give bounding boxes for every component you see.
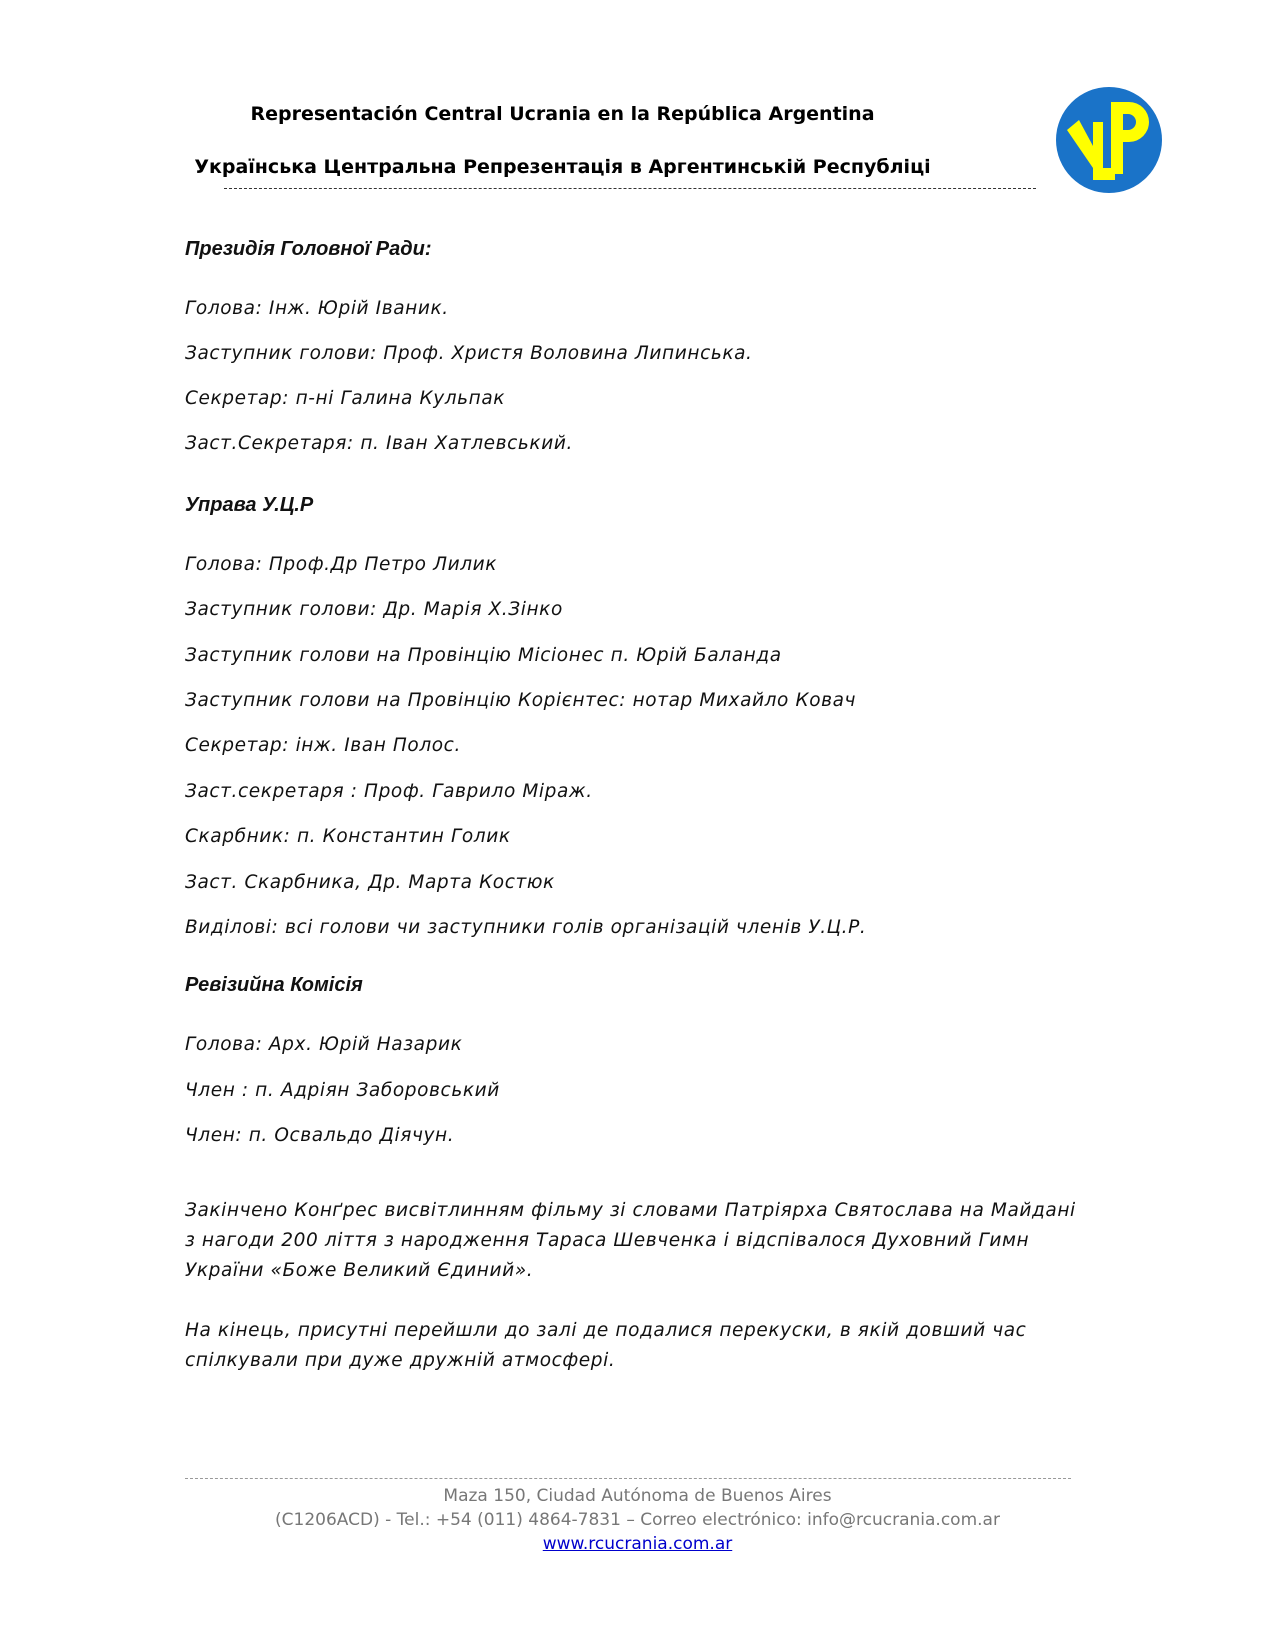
list-item: Заступник голови на Провінцію Місіонес п. Юрій Баланда: [185, 645, 782, 666]
website-link[interactable]: www.rcucrania.com.ar: [542, 1534, 733, 1554]
title-spanish: Representación Central Ucrania en la República Argentina: [250, 103, 875, 125]
list-item: Заступник голови на Провінцію Корієнтес: нотар Михайло Ковач: [185, 690, 857, 711]
section-heading: Ревізийна Комісія: [185, 974, 363, 996]
list-item: Виділові: всі голови чи заступники голів організацій членів У.Ц.Р.: [185, 917, 867, 938]
organization-logo: [1053, 84, 1165, 196]
section-heading: Президія Головної Ради:: [185, 238, 432, 260]
list-item: Заступник голови: Проф. Христя Воловина Липинська.: [185, 343, 753, 364]
footer-address: Maza 150, Ciudad Autónoma de Buenos Aires: [443, 1486, 832, 1506]
closing-paragraph: Закінчено Конґрес висвітлинням фільму зі словами Патріярха Святослава на Майдані з нагоди 200 ліття з народження Тараса Шевченка і відспівалося Духовний Гимн України «Боже Великий Єдиний».: [185, 1200, 1076, 1281]
list-item: Заступник голови: Др. Марія Х.Зінко: [185, 599, 563, 620]
list-item: Заст.Секретаря: п. Іван Хатлевський.: [185, 433, 573, 454]
list-item: Член : п. Адріян Заборовський: [185, 1080, 500, 1101]
section-heading: Управа У.Ц.Р: [185, 494, 314, 516]
list-item: Скарбник: п. Константин Голик: [185, 826, 511, 847]
title-ukrainian: Українська Центральна Репрезентація в Аргентинській Республіці: [194, 156, 931, 178]
footer-divider: [185, 1478, 1071, 1479]
footer-contact: (C1206ACD) - Tel.: +54 (011) 4864-7831 – Correo electrónico: info@rcucrania.com.ar: [275, 1510, 1000, 1530]
header-divider: [224, 188, 1036, 189]
list-item: Голова: Проф.Др Петро Лилик: [185, 554, 498, 575]
list-item: Голова: Інж. Юрій Іваник.: [185, 298, 449, 319]
list-item: Заст.секретаря : Проф. Гаврило Міраж.: [185, 781, 593, 802]
list-item: Голова: Арх. Юрій Назарик: [185, 1034, 463, 1055]
closing-paragraph: На кінець, присутні перейшли до залі де подалися перекуски, в якій довший час спілкували при дуже дружній атмосфері.: [185, 1320, 1027, 1371]
list-item: Секретар: інж. Іван Полос.: [185, 735, 461, 756]
list-item: Член: п. Освальдо Діячун.: [185, 1125, 455, 1146]
list-item: Заст. Скарбника, Др. Марта Костюк: [185, 872, 555, 893]
list-item: Секретар: п-ні Галина Кульпак: [185, 388, 506, 409]
